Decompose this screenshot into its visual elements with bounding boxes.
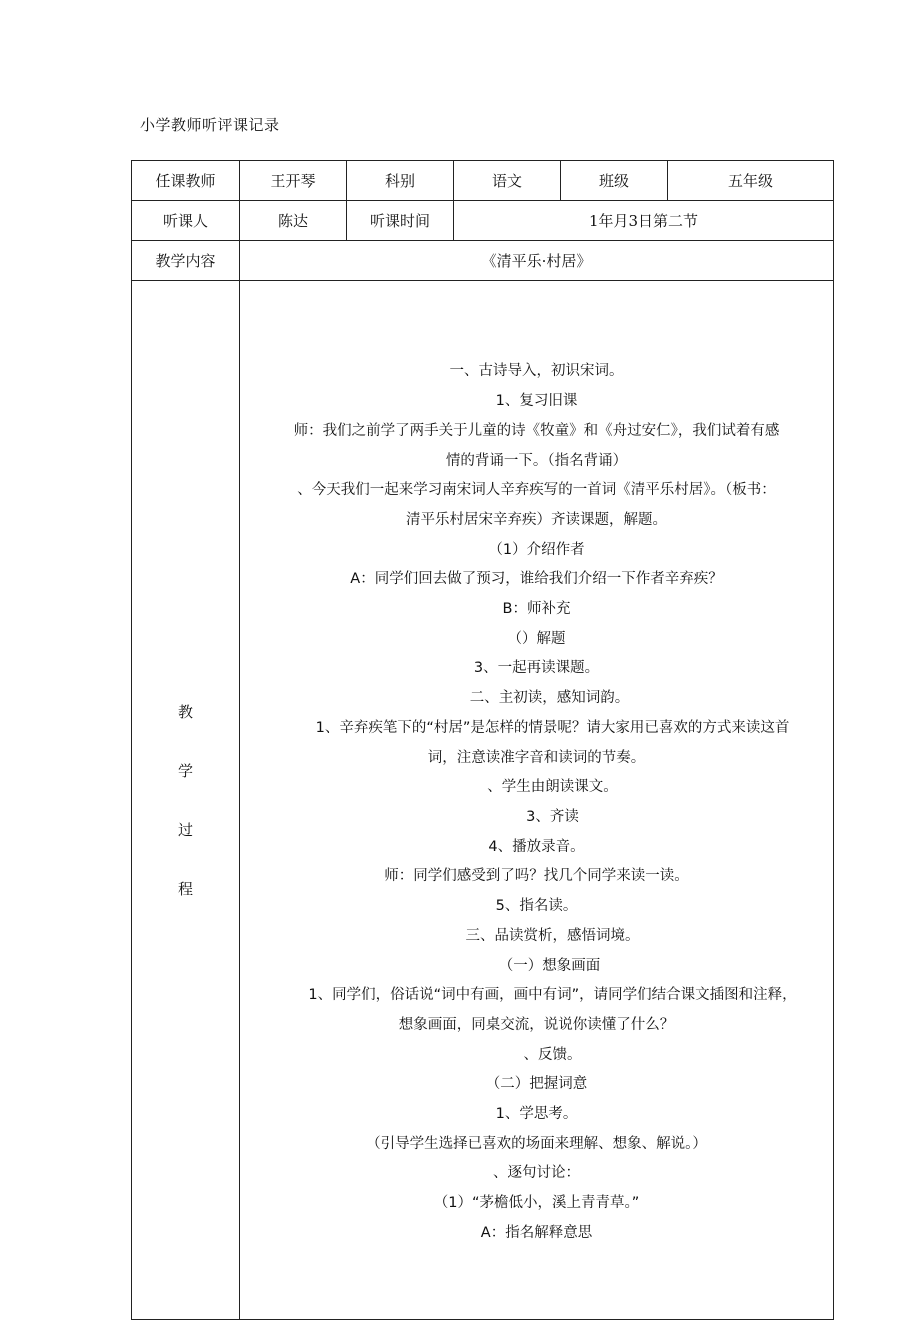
content-label: 教学内容 xyxy=(132,241,240,281)
subject-value: 语文 xyxy=(454,161,561,201)
process-line: 1、复习旧课 xyxy=(495,393,578,410)
process-line: 清平乐村居宋辛弃疾）齐读课题，解题。 xyxy=(406,511,667,528)
teacher-label: 任课教师 xyxy=(132,161,240,201)
process-line: 词，注意读准字音和读词的节奏。 xyxy=(427,749,646,766)
process-line: 情的背诵一下。（指名背诵） xyxy=(445,452,628,469)
subject-label: 科别 xyxy=(347,161,454,201)
time-label: 听课时间 xyxy=(347,201,454,241)
process-line: （1）“茅檐低小，溪上青青草。” xyxy=(433,1195,640,1212)
observer-row xyxy=(132,201,834,241)
process-line: 4、播放录音。 xyxy=(488,838,585,855)
process-line: 3、齐读 xyxy=(526,809,579,825)
observer-label: 听课人 xyxy=(132,201,240,241)
content-row xyxy=(132,241,834,281)
process-label xyxy=(132,281,240,1320)
process-line: 一、古诗导入，初识宋词。 xyxy=(449,363,624,380)
process-line: （引导学生选择已喜欢的场面来理解、想象、解说。） xyxy=(366,1135,707,1152)
process-line: 想象画面，同桌交流，说说你读懂了什么？ xyxy=(398,1016,675,1033)
class-label: 班级 xyxy=(561,161,668,201)
process-label-char: 教 xyxy=(177,703,193,721)
observer-value: 陈达 xyxy=(240,201,347,241)
process-line: 、反馈。 xyxy=(523,1046,582,1063)
content-value: 《清平乐·村居》 xyxy=(240,241,834,281)
process-line: 1、辛弃疾笔下的“村居”是怎样的情景呢？请大家用已喜欢的方式来读这首 xyxy=(315,719,790,736)
process-line: B：师补充 xyxy=(502,601,571,618)
process-line: 师：同学们感受到了吗？找几个同学来读一读。 xyxy=(384,868,689,885)
process-line: A：指名解释意思 xyxy=(480,1224,593,1241)
process-label-char: 过 xyxy=(177,821,193,839)
process-line: （1）介绍作者 xyxy=(488,541,585,558)
process-line: 、学生由朗读课文。 xyxy=(487,779,618,796)
process-row xyxy=(132,281,834,1320)
time-value: 1年月3日第二节 xyxy=(454,201,834,241)
process-line: 三、品读赏析，感悟词境。 xyxy=(465,927,640,944)
process-line: 1、同学们，俗话说“词中有画，画中有词”，请同学们结合课文插图和注释， xyxy=(308,987,797,1004)
process-line: （二）把握词意 xyxy=(485,1076,588,1093)
process-line: 、逐句讨论： xyxy=(493,1165,580,1182)
process-line: 师：我们之前学了两手关于儿童的诗《牧童》和《舟过安仁》，我们试着有感 xyxy=(293,422,780,439)
process-line: A：同学们回去做了预习，谁给我们介绍一下作者辛弃疾？ xyxy=(350,571,723,588)
process-line: （一）想象画面 xyxy=(498,957,601,974)
process-line: 3、一起再读课题。 xyxy=(473,660,600,677)
document-title: 小学教师听评课记录 xyxy=(140,116,280,134)
process-label-char: 程 xyxy=(177,880,193,898)
process-line: 5、指名读。 xyxy=(495,898,578,915)
class-value: 五年级 xyxy=(668,161,834,201)
teacher-row xyxy=(132,161,834,201)
teacher-value: 王开琴 xyxy=(240,161,347,201)
process-line: 、今天我们一起来学习南宋词人辛弃疾写的一首词《清平乐村居》。（板书： xyxy=(297,482,776,499)
process-content xyxy=(240,281,834,1320)
process-line: （）解题 xyxy=(507,630,566,647)
process-line: 1、学思考。 xyxy=(495,1106,578,1123)
lesson-record-table xyxy=(131,160,834,1320)
process-line: 二、主初读，感知词韵。 xyxy=(469,690,630,707)
process-label-char: 学 xyxy=(177,762,193,780)
